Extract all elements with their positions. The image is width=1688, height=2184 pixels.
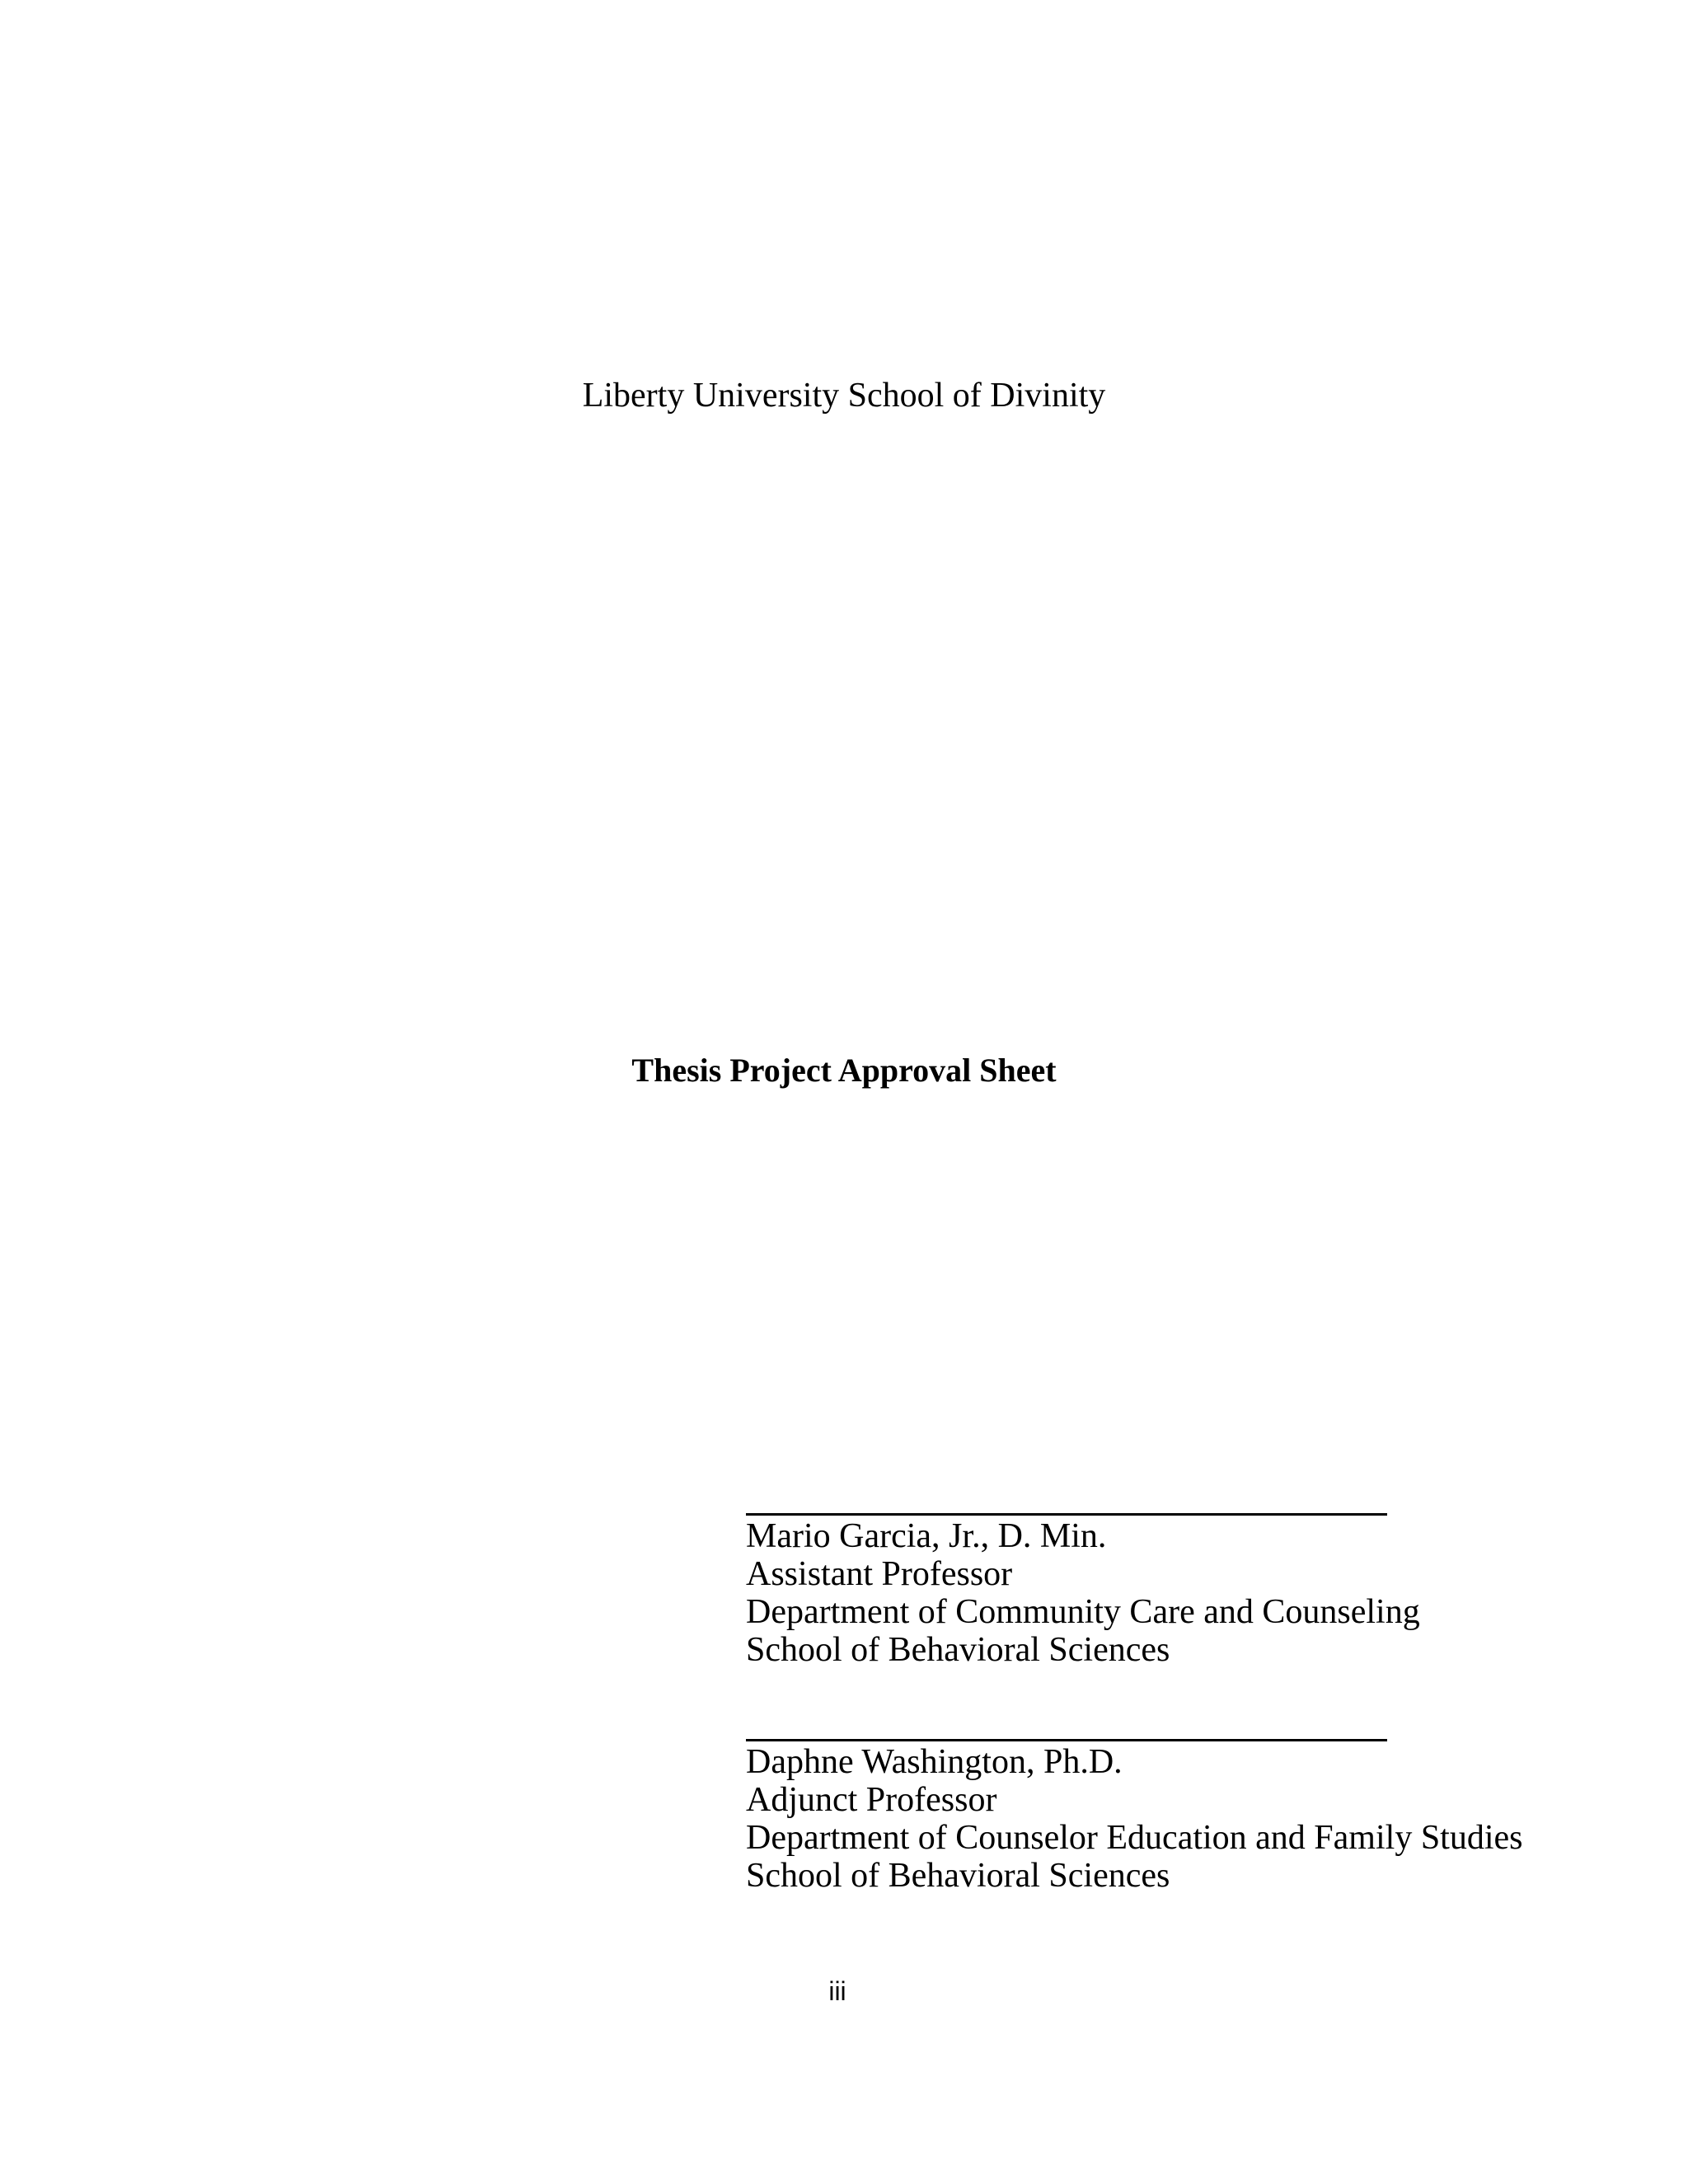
signatory-name: Daphne Washington, Ph.D. — [746, 1743, 1123, 1781]
page-title: Thesis Project Approval Sheet — [631, 1052, 1057, 1089]
signatory-name: Mario Garcia, Jr., D. Min. — [746, 1517, 1107, 1555]
signature-line — [746, 1513, 1387, 1516]
signatory-school: School of Behavioral Sciences — [746, 1631, 1170, 1669]
page-number: iii — [828, 1976, 846, 2006]
signatory-position: Adjunct Professor — [746, 1781, 997, 1819]
signature-block-1 — [746, 1513, 1420, 1669]
signature-line — [746, 1739, 1387, 1741]
signatory-school: School of Behavioral Sciences — [746, 1857, 1170, 1895]
signature-block-2 — [746, 1739, 1523, 1895]
signatory-department: Department of Counselor Education and Family Studies — [746, 1819, 1523, 1857]
signatory-department: Department of Community Care and Counseling — [746, 1593, 1420, 1631]
signatory-position: Assistant Professor — [746, 1555, 1013, 1593]
institution-name: Liberty University School of Divinity — [582, 377, 1106, 415]
